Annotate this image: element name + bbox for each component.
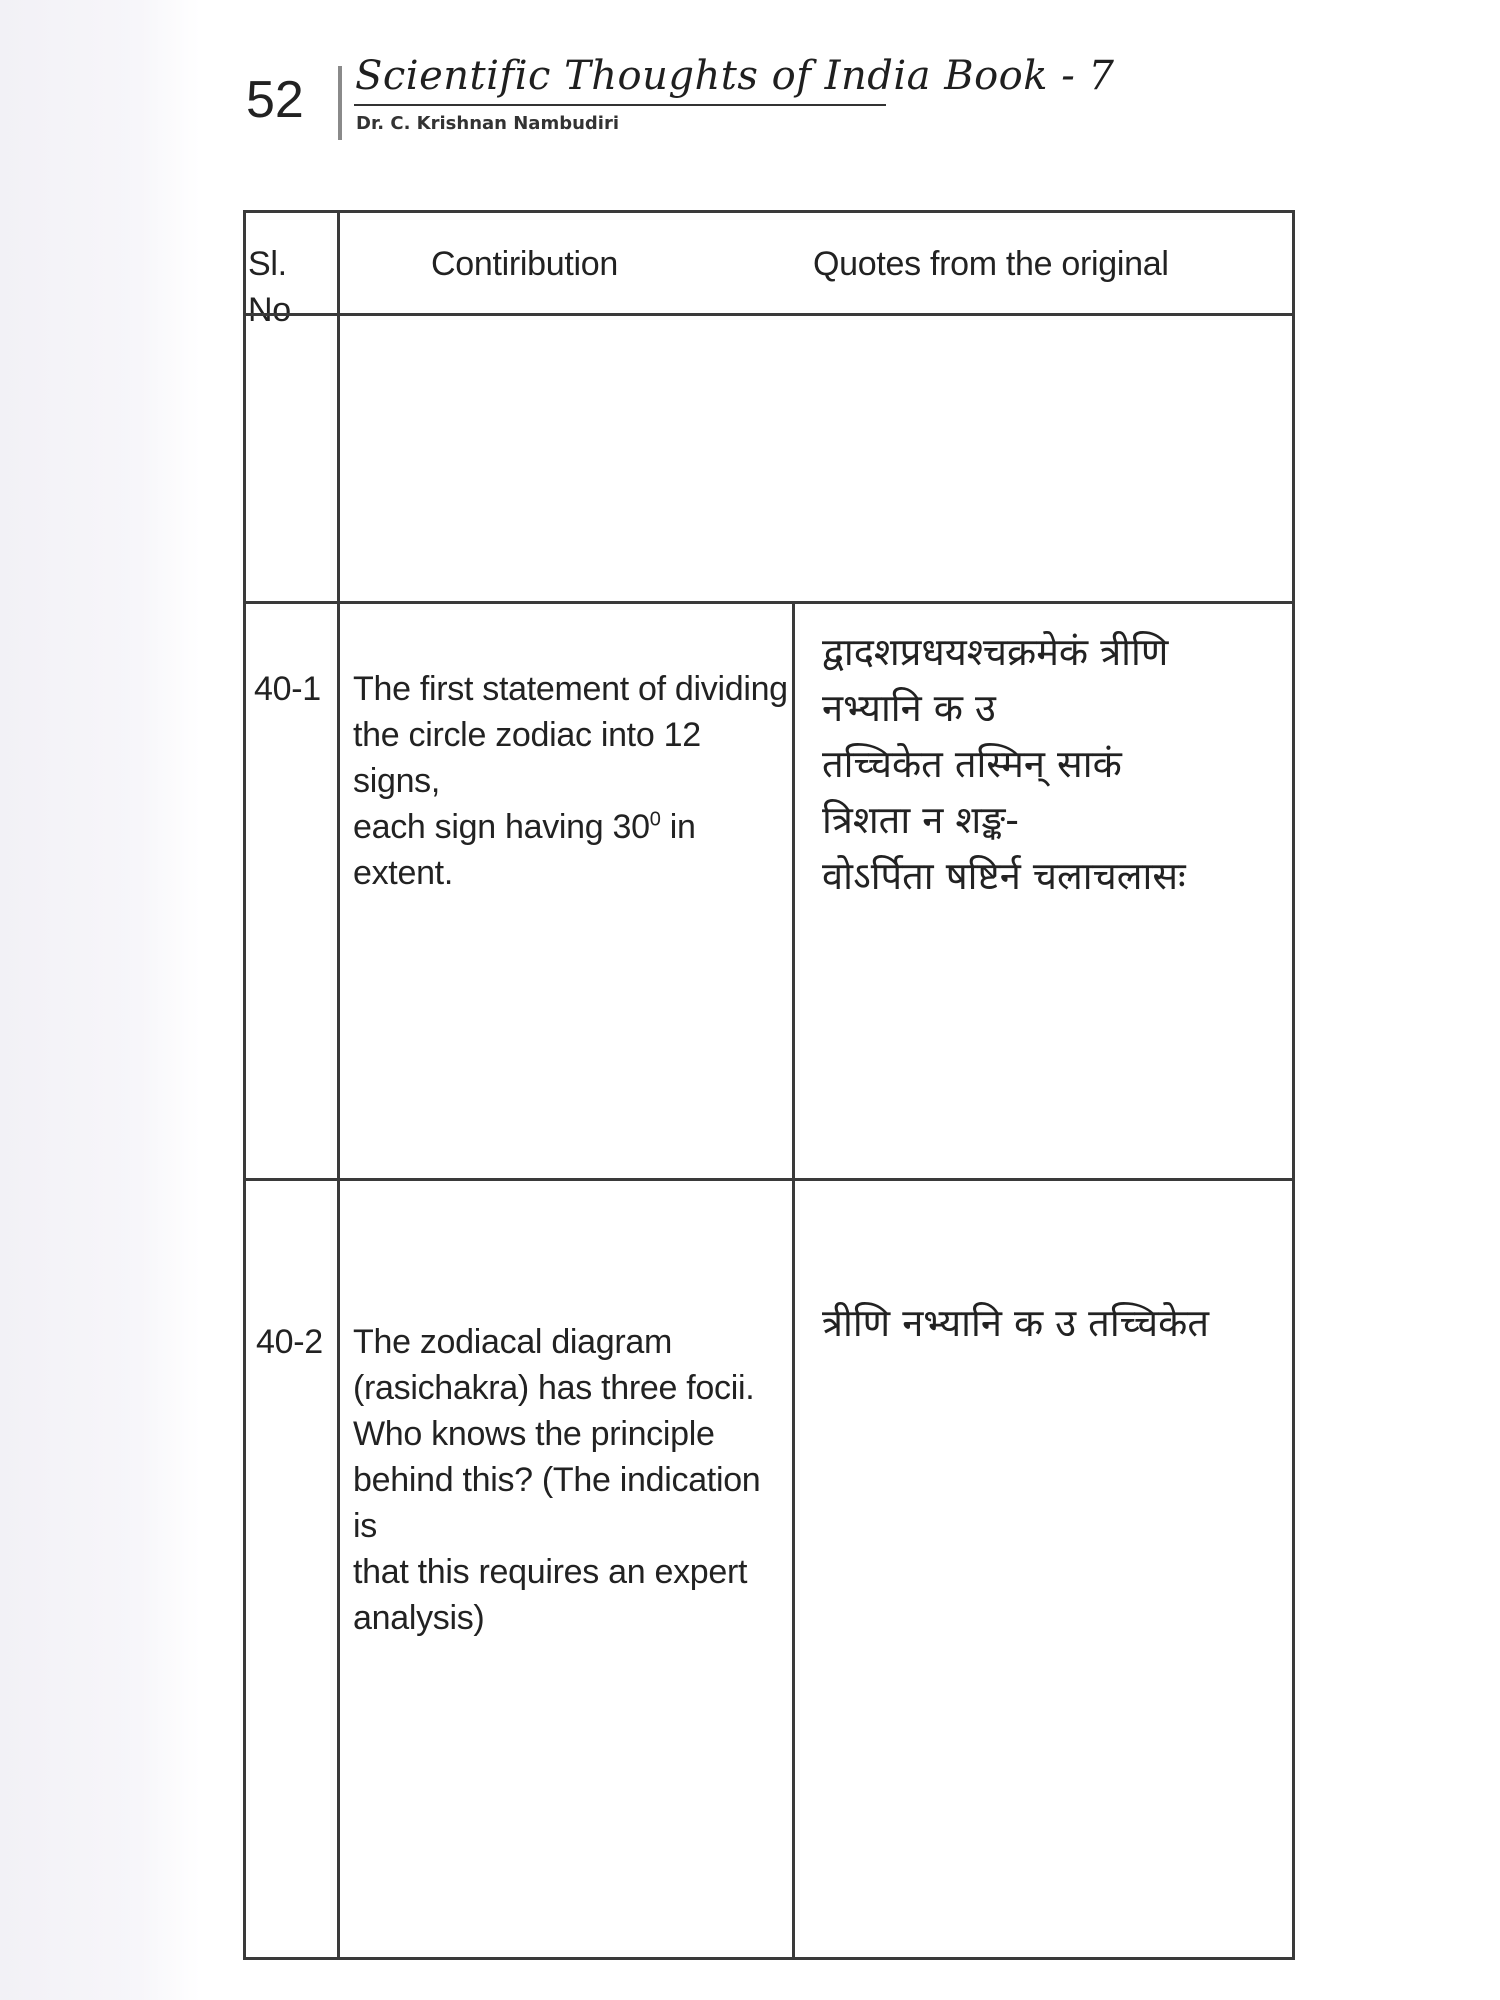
contribution-line: the circle zodiac into 12 signs,: [353, 716, 701, 800]
header-cell-content: [337, 210, 1295, 316]
degree-superscript: 0: [649, 808, 661, 831]
quote-line: वोऽर्पिता षष्टिर्न चलाचलासः: [822, 854, 1186, 898]
contribution-line-text: each sign having 30: [353, 808, 650, 846]
sl-no-value: 40-2: [256, 1323, 323, 1361]
sl-no-value: 40-1: [254, 670, 321, 708]
contribution-line: The zodiacal diagram: [353, 1323, 673, 1361]
sanskrit-quote: [822, 1295, 1209, 1351]
contribution-line: analysis): [353, 1599, 485, 1637]
author-name: Dr. C. Krishnan Nambudiri: [356, 113, 620, 134]
table-row-40-2-sl-cell: [243, 1178, 340, 1960]
quote-line: द्वादशप्रधयश्चक्रमेकं त्रीणि: [822, 630, 1169, 674]
table-row-40-1-quote-cell: [792, 601, 1295, 1181]
table-row-40-2-contribution-cell: [337, 1178, 795, 1960]
contribution-line: Who knows the principle: [353, 1415, 715, 1453]
contribution-line: (rasichakra) has three focii.: [353, 1369, 755, 1407]
quote-line: त्रीणि नभ्यानि क उ तच्चिकेत: [822, 1301, 1209, 1345]
contribution-line: The first statement of dividing: [353, 670, 788, 708]
quote-line: तच्चिकेत तस्मिन् साकं: [822, 742, 1122, 786]
empty-cell-content: [337, 313, 1295, 604]
page-gutter-shade: [0, 0, 200, 2000]
table-row-40-2-quote-cell: [792, 1178, 1295, 1960]
page-number: 52: [246, 71, 304, 129]
book-title: Scientific Thoughts of India Book - 7: [355, 53, 1115, 99]
contribution-line: behind this? (The indication is: [353, 1461, 761, 1545]
contribution-line-text: in extent.: [353, 808, 696, 892]
title-underline: [354, 104, 886, 106]
table-row-40-1-sl-cell: [243, 601, 340, 1181]
column-header-contribution: Contiribution: [431, 245, 618, 283]
quote-line: त्रिशता न शङ्क-: [822, 798, 1020, 842]
quote-line: नभ्यानि क उ: [822, 686, 996, 730]
contribution-line: [353, 804, 793, 896]
contribution-text: [353, 666, 793, 896]
header-divider: [338, 66, 342, 140]
empty-cell-sl-no: [243, 313, 340, 604]
column-header-quotes: Quotes from the original: [813, 245, 1169, 283]
header-cell-sl-no: [243, 210, 340, 329]
column-header-sl-no: Sl. No: [248, 245, 291, 329]
contribution-text: [353, 1319, 793, 1641]
table-row-40-1-contribution-cell: [337, 601, 795, 1181]
sanskrit-quote: [822, 624, 1186, 904]
contribution-line: that this requires an expert: [353, 1553, 748, 1591]
